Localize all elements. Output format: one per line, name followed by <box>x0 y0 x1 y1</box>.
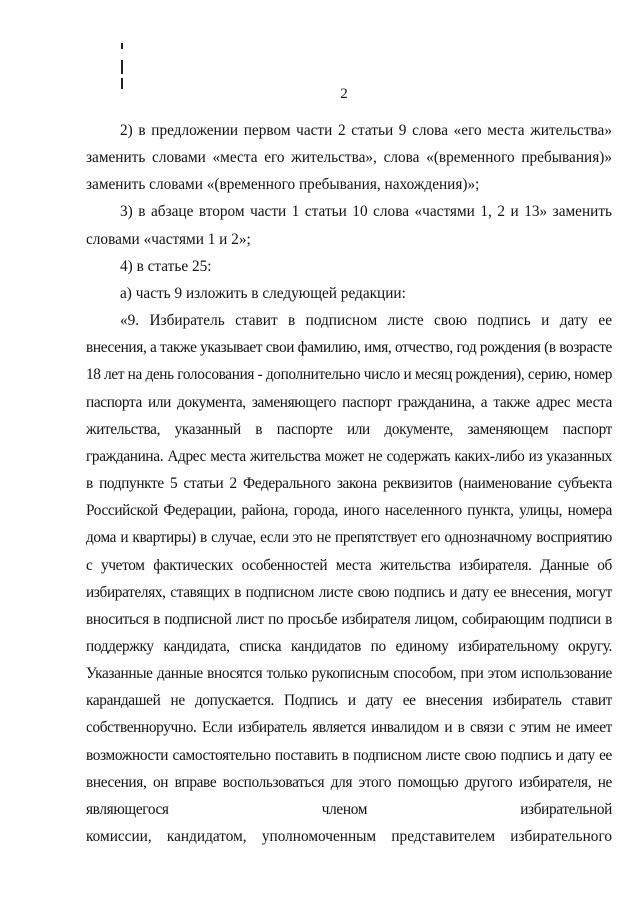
amendment-paragraph: 2) в предложении первом части 2 статьи 9 слова «его места жительства» заменить словами «места его жительства», слова «(временного пребывания)» заменить словами «(временного пребывания, нахождения)»; <box>86 122 612 194</box>
quoted-text-first-line: «9. Избиратель ставит в подписном листе свою подпись и дату ее <box>120 312 612 330</box>
margin-mark <box>121 43 123 49</box>
quoted-text-last-line: комиссии, кандидатом, уполномоченным представителем избирательного <box>86 828 612 846</box>
amendment-paragraph: а) часть 9 изложить в следующей редакции: <box>120 284 406 302</box>
margin-mark <box>121 60 123 74</box>
document-body <box>86 117 612 850</box>
amendment-paragraph: 4) в статье 25: <box>120 257 212 275</box>
page-number: 2 <box>340 86 348 102</box>
quoted-text: внесения, а также указывает свои фамилию, имя, отчество, год рождения (в возрасте 18 лет на день голосования - дополнительно число и месяц рождения), серию, номер паспорта или документа, заменяющего паспорт гражданина, а также адрес места жительства, указанный в паспорте или документе, заменяющем паспорт гражданина. Адрес места жительства может не содержать каких-либо из указанных в подпункте 5 статьи 2 Федерального закона реквизитов (наименование субъекта Российской Федерации, района, города, иного населенного пункта, улицы, номера дома и квартиры) в случае, если это не препятствует его однозначному восприятию с учетом фактических особенностей места жительства избирателя. Данные об избирателях, ставящих в подписном листе свою подпись и дату ее внесения, могут вноситься в подписной лист по просьбе избирателя лицом, собирающим подписи в поддержку кандидата, списка кандидатов по единому избирательному округу. Указанные данные вносятся только рукописным способом, при этом использование карандашей не допускается. Подпись и дату ее внесения избиратель ставит собственноручно. Если избиратель является инвалидом и в связи с этим не имеет возможности самостоятельно поставить в подписном листе свою подпись и дату ее внесения, он вправе воспользоваться для этого помощью другого избирателя, не являющегося членом избирательной <box>86 339 612 818</box>
amendment-paragraph: 3) в абзаце втором части 1 статьи 10 слова «частями 1, 2 и 13» заменить словами «частями 1 и 2»; <box>86 203 612 248</box>
